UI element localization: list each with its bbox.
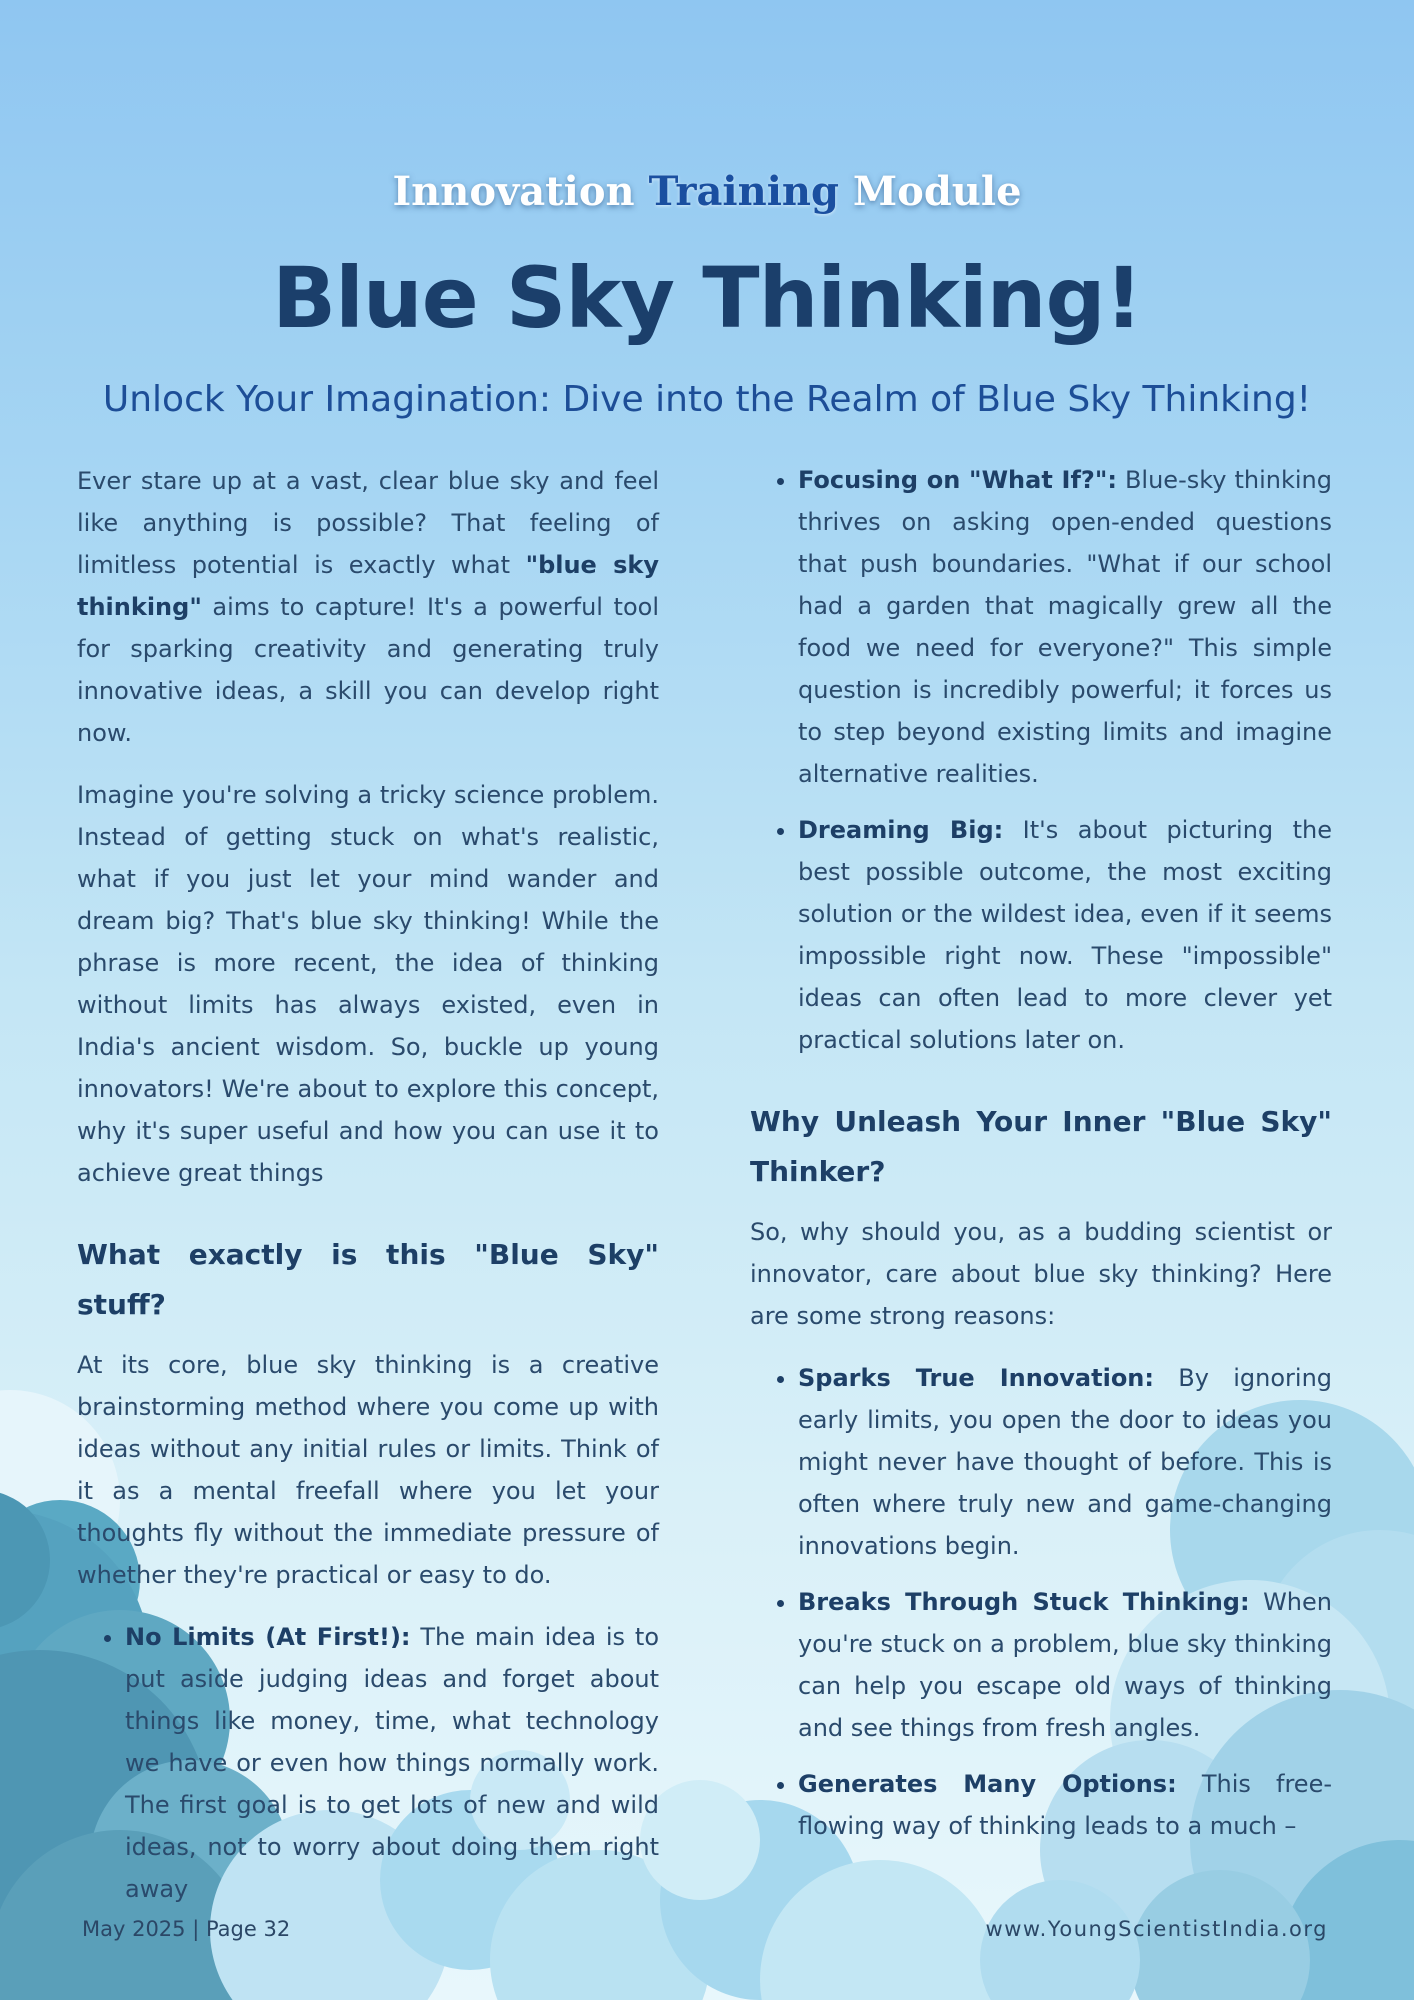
bullet-text: The main idea is to put aside judging ideas and forget about things like money, time, what technology we have or even how things normally work. The first goal is to get lots of new and wild ideas, not to worry about doing them right away (125, 1623, 659, 1903)
section-heading-why: Why Unleash Your Inner "Blue Sky" Thinker? (750, 1105, 1332, 1188)
bullet-text: This free-flowing way of thinking leads to a much – (798, 1770, 1332, 1840)
intro-paragraph-1 (77, 460, 659, 754)
intro-1-text: Ever stare up at a vast, clear blue sky and feel like anything is possible? That feeling of limitless potential is exactly what (77, 467, 659, 579)
bullet-term: Dreaming Big: (798, 816, 1004, 844)
bullet-text: By ignoring early limits, you open the door to ideas you might never have thought of before. This is often where truly new and game-changing innovations begin. (798, 1364, 1333, 1560)
section-paragraph-why: So, why should you, as a budding scientist or innovator, care about blue sky thinking? Here are some strong reasons: (750, 1218, 1332, 1330)
kicker-word-accent: Training (648, 168, 839, 215)
list-item (798, 459, 1332, 795)
left-column (77, 460, 659, 1926)
footer-date-page: May 2025 | Page 32 (82, 1917, 291, 1941)
bullet-term: Sparks True Innovation: (798, 1364, 1154, 1392)
bullet-text: Blue-sky thinking thrives on asking open-ended questions that push boundaries. "What if our school had a garden that magically grew all the food we need for everyone?" This simple question is incredibly powerful; it forces us to step beyond existing limits and imagine alternative realities. (798, 466, 1333, 788)
list-item (798, 1763, 1332, 1847)
intro-1-bold: "blue sky thinking" (77, 551, 659, 621)
list-item (125, 1616, 659, 1910)
list-item (798, 1357, 1332, 1567)
module-kicker (0, 164, 1414, 220)
bullet-text: When you're stuck on a problem, blue sky thinking can help you escape old ways of thinking and see things from fresh angles. (798, 1588, 1332, 1742)
page-title: Blue Sky Thinking! (272, 249, 1142, 347)
kicker-word-3: Module (852, 168, 1022, 215)
list-item (798, 809, 1332, 1061)
right-column (750, 459, 1332, 1863)
kicker-word-1: Innovation (392, 168, 635, 215)
bullet-text: It's about picturing the best possible outcome, the most exciting solution or the wildest idea, even if it seems impossible right now. These "impossible" ideas can often lead to more clever yet practical solutions later on. (798, 816, 1332, 1054)
section-paragraph-what: At its core, blue sky thinking is a creative brainstorming method where you come up with ideas without any initial rules or limits. Think of it as a mental freefall where you let your thoughts fly without the immediate pressure of whether they're practical or easy to do. (77, 1351, 659, 1589)
intro-paragraph-2: Imagine you're solving a tricky science problem. Instead of getting stuck on what's realistic, what if you just let your mind wander and dream big? That's blue sky thinking! While the phrase is more recent, the idea of thinking without limits has always existed, even in India's ancient wisdom. So, buckle up young innovators! We're about to explore this concept, why it's super useful and how you can use it to achieve great things (77, 781, 659, 1187)
list-item (798, 1581, 1332, 1749)
right-bullet-list-bottom (750, 1357, 1332, 1847)
section-heading-what: What exactly is this "Blue Sky" stuff? (77, 1238, 659, 1321)
footer-website: www.YoungScientistIndia.org (985, 1917, 1328, 1941)
bullet-term: No Limits (At First!): (125, 1623, 411, 1651)
left-bullet-list (77, 1616, 659, 1910)
intro-1-text-after: aims to capture! It's a powerful tool for sparking creativity and generating truly innovative ideas, a skill you can develop right now. (77, 593, 659, 747)
page-subtitle: Unlock Your Imagination: Dive into the Realm of Blue Sky Thinking! (102, 379, 1312, 420)
bullet-term: Focusing on "What If?": (798, 466, 1117, 494)
bullet-term: Generates Many Options: (798, 1770, 1177, 1798)
right-bullet-list-top (750, 459, 1332, 1061)
bullet-term: Breaks Through Stuck Thinking: (798, 1588, 1250, 1616)
